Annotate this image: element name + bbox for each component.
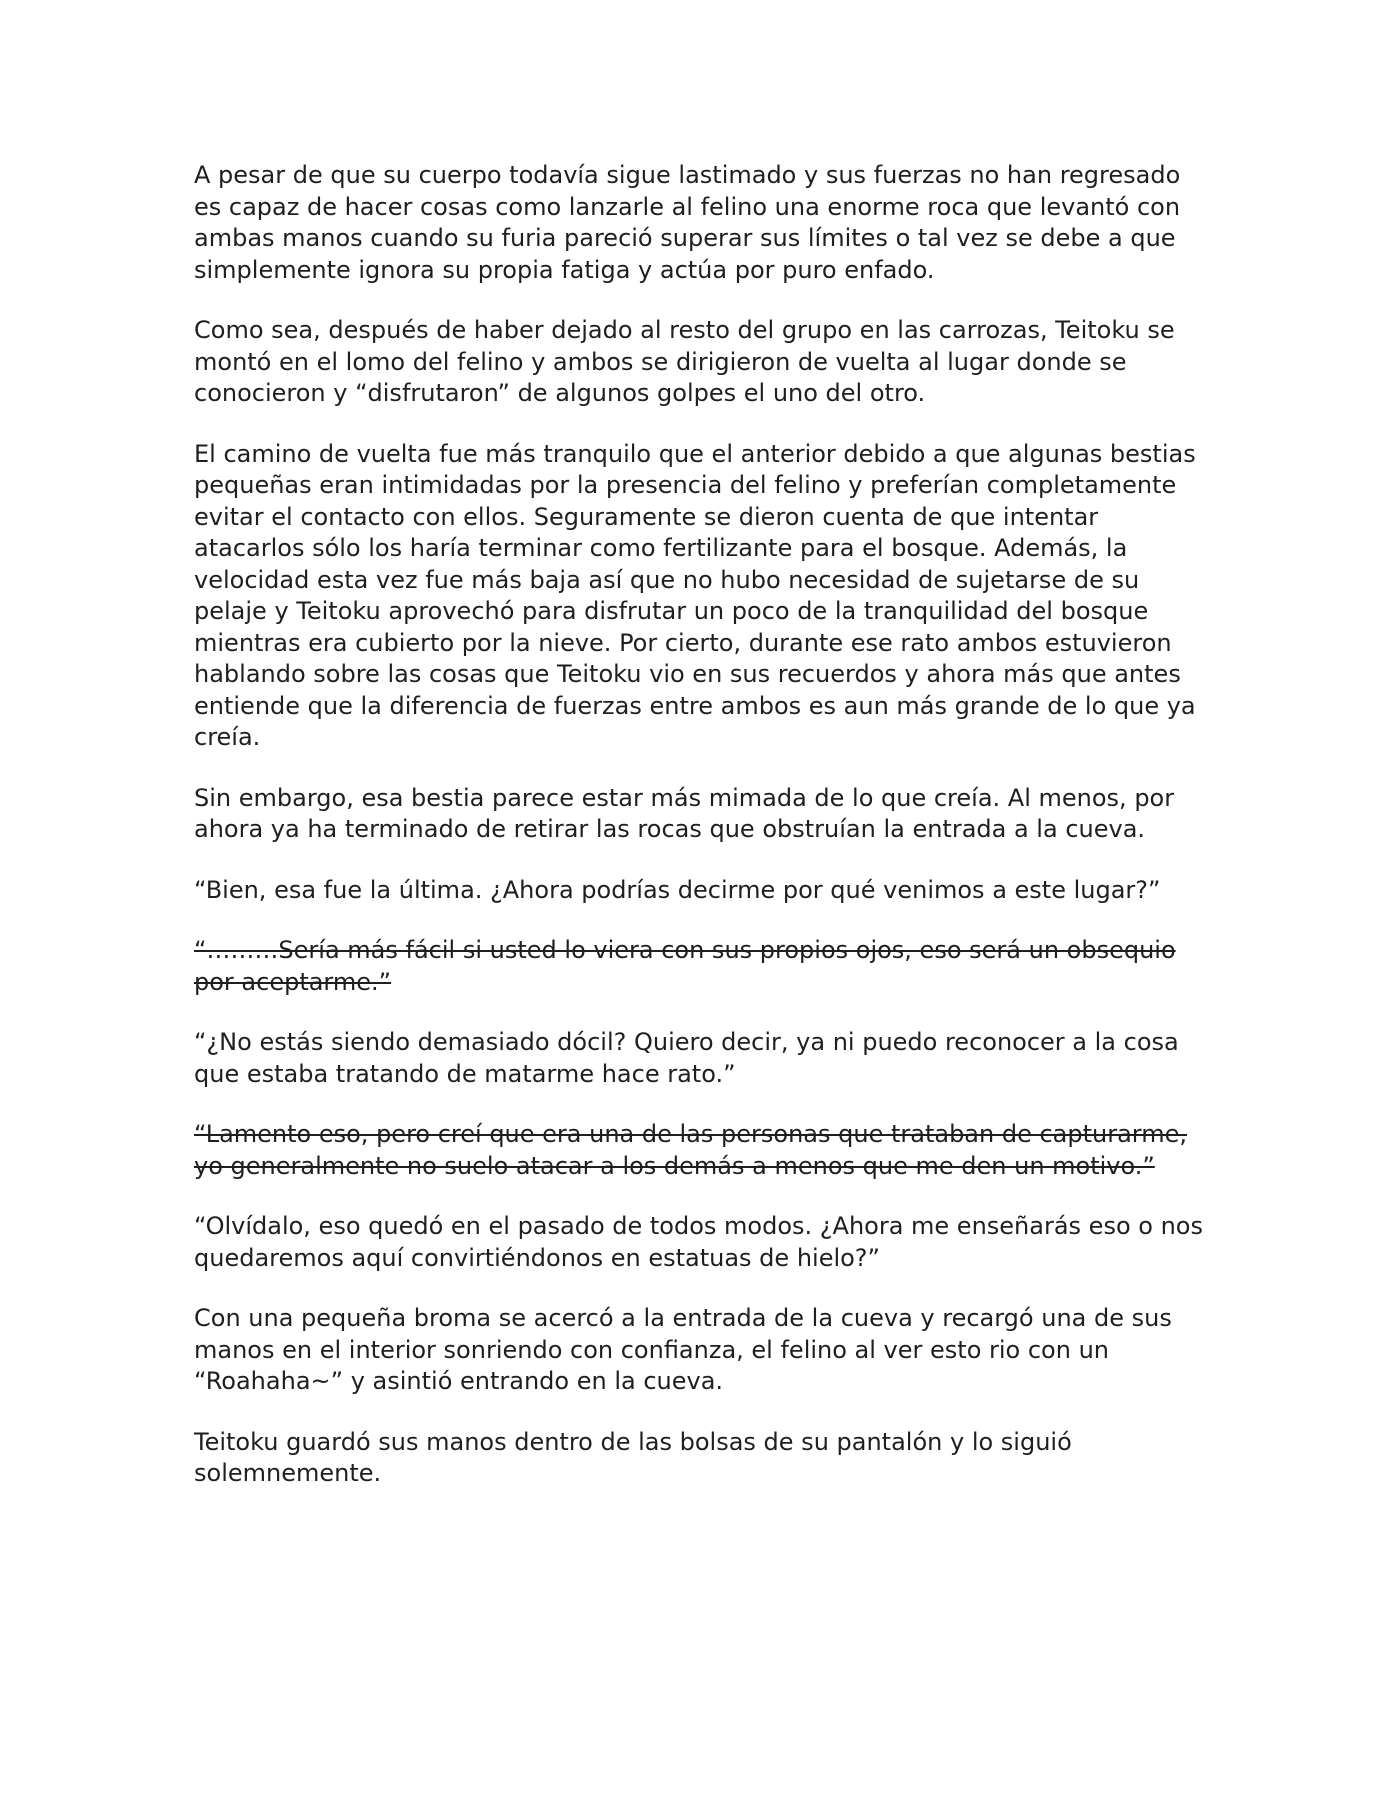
struck-dialogue-paragraph: “………Sería más fácil si usted lo viera con sus propios ojos, eso será un obsequio por aceptarme.” <box>194 936 1176 996</box>
paragraph: Con una pequeña broma se acercó a la entrada de la cueva y recargó una de sus manos en el interior sonriendo con confianza, el felino al ver esto rio con un “Roahaha~” y asintió entrando en la cueva. <box>194 1304 1172 1395</box>
paragraph: Sin embargo, esa bestia parece estar más mimada de lo que creía. Al menos, por ahora ya ha terminado de retirar las rocas que obstruían la entrada a la cueva. <box>194 783 1175 843</box>
paragraph: Teitoku guardó sus manos dentro de las bolsas de su pantalón y lo siguió solemnemente. <box>194 1427 1072 1487</box>
struck-dialogue-paragraph: “Lamento eso, pero creí que era una de las personas que trataban de capturarme, yo generalmente no suelo atacar a los demás a menos que me den un motivo.” <box>194 1120 1188 1180</box>
dialogue-paragraph: “Olvídalo, eso quedó en el pasado de todos modos. ¿Ahora me enseñarás eso o nos quedaremos aquí convirtiéndonos en estatuas de hielo?” <box>194 1212 1203 1272</box>
dialogue-paragraph: “¿No estás siendo demasiado dócil? Quiero decir, ya ni puedo reconocer a la cosa que estaba tratando de matarme hace rato.” <box>194 1028 1179 1088</box>
paragraph: Como sea, después de haber dejado al resto del grupo en las carrozas, Teitoku se montó en el lomo del felino y ambos se dirigieron de vuelta al lugar donde se conocieron y “disfrutaron” de algunos golpes el uno del otro. <box>194 316 1175 407</box>
paragraph: A pesar de que su cuerpo todavía sigue lastimado y sus fuerzas no han regresado es capaz de hacer cosas como lanzarle al felino una enorme roca que levantó con ambas manos cuando su furia pareció superar sus límites o tal vez se debe a que simplemente ignora su propia fatiga y actúa por puro enfado. <box>194 161 1181 284</box>
dialogue-paragraph: “Bien, esa fue la última. ¿Ahora podrías decirme por qué venimos a este lugar?” <box>194 875 1161 904</box>
document-page <box>194 160 1206 1519</box>
paragraph: El camino de vuelta fue más tranquilo que el anterior debido a que algunas bestias pequeñas eran intimidadas por la presencia del felino y preferían completamente evitar el contacto con ellos. Seguramente se dieron cuenta de que intentar atacarlos sólo los haría terminar como fertilizante para el bosque. Además, la velocidad esta vez fue más baja así que no hubo necesidad de sujetarse de su pelaje y Teitoku aprovechó para disfrutar un poco de la tranquilidad del bosque mientras era cubierto por la nieve. Por cierto, durante ese rato ambos estuvieron hablando sobre las cosas que Teitoku vio en sus recuerdos y ahora más que antes entiende que la diferencia de fuerzas entre ambos es aun más grande de lo que ya creía. <box>194 439 1196 751</box>
